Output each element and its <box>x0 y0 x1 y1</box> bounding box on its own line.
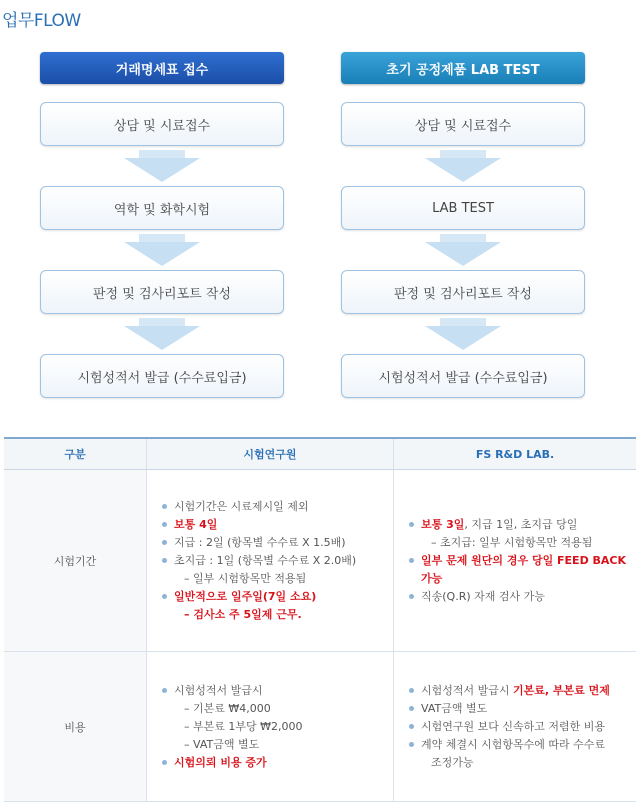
bullet-list <box>148 682 392 772</box>
down-arrow-icon <box>40 230 284 270</box>
list-cell <box>394 470 637 652</box>
list-item <box>162 552 392 570</box>
highlight-text: 일반적으로 일주일(7일 소요) <box>174 589 317 603</box>
list-item-text: 지급 : 2일 (항목별 수수료 X 1.5배) <box>174 535 346 549</box>
list-cell <box>147 652 394 802</box>
row-label: 비용 <box>4 652 147 802</box>
row-label: 시험기간 <box>4 470 147 652</box>
highlight-text: 보통 3일 <box>421 517 465 531</box>
flow-column-right <box>341 52 585 398</box>
list-item <box>162 736 392 754</box>
list-item <box>409 516 635 534</box>
list-item <box>409 552 635 588</box>
list-item-text: 초지급 : 1일 (항목별 수수료 X 2.0배) <box>174 553 357 567</box>
table-header-row <box>4 438 636 470</box>
list-item <box>162 754 392 772</box>
down-arrow-icon <box>40 314 284 354</box>
flow-step-left-1: 상담 및 시료접수 <box>40 102 284 146</box>
table-header-fs-lab: FS R&D LAB. <box>394 438 637 470</box>
list-item-text: – 부본료 1부당 ₩2,000 <box>184 719 303 733</box>
list-item-text: – 초지급: 일부 시험항목만 적용됨 <box>431 535 593 549</box>
page-title: 업무FLOW <box>2 11 81 31</box>
table-row <box>4 652 636 802</box>
list-item <box>409 754 635 772</box>
down-arrow-icon <box>40 146 284 186</box>
flow-header-left: 거래명세표 접수 <box>40 52 284 84</box>
flow-header-right: 초기 공정제품 LAB TEST <box>341 52 585 84</box>
list-item <box>409 682 635 700</box>
list-item-text: , 지급 1일, 초지급 당일 <box>464 517 578 531</box>
highlight-text: – 검사소 주 5일제 근무. <box>184 607 302 621</box>
highlight-text: 시험의뢰 비용 증가 <box>174 755 267 769</box>
down-arrow-icon <box>341 314 585 354</box>
flow-step-right-2: LAB TEST <box>341 186 585 230</box>
table-header-category: 구분 <box>4 438 147 470</box>
flow-step-left-3: 판정 및 검사리포트 작성 <box>40 270 284 314</box>
bullet-list <box>148 498 392 624</box>
list-item <box>409 718 635 736</box>
flow-step-right-3: 판정 및 검사리포트 작성 <box>341 270 585 314</box>
list-item-text: 시험성적서 발급시 <box>421 683 514 697</box>
table-header-institute: 시험연구원 <box>147 438 394 470</box>
flow-step-left-4: 시험성적서 발급 (수수료입금) <box>40 354 284 398</box>
list-item-text: 계약 체결시 시험항목수에 따라 수수료 <box>421 737 606 751</box>
flow-step-right-1: 상담 및 시료접수 <box>341 102 585 146</box>
list-item <box>162 718 392 736</box>
list-item <box>409 736 635 754</box>
list-item <box>409 534 635 552</box>
highlight-text: 보통 4일 <box>174 517 218 531</box>
list-item <box>162 498 392 516</box>
bullet-list <box>395 682 635 772</box>
list-item <box>162 516 392 534</box>
bullet-list <box>395 516 635 606</box>
list-item <box>162 606 392 624</box>
flow-step-left-2: 역학 및 화학시험 <box>40 186 284 230</box>
highlight-text: 일부 문제 원단의 경우 당일 FEED BACK 가능 <box>421 553 627 585</box>
list-item <box>162 700 392 718</box>
list-item <box>162 534 392 552</box>
list-item <box>409 588 635 606</box>
down-arrow-icon <box>341 230 585 270</box>
list-item-text: – 일부 시험항목만 적용됨 <box>184 571 307 585</box>
list-item <box>162 682 392 700</box>
flow-column-left <box>40 52 284 398</box>
list-item-text: 직송(Q.R) 자재 검사 가능 <box>421 589 545 603</box>
list-item-text: 시험기간은 시료제시일 제외 <box>174 499 309 513</box>
down-arrow-icon <box>341 146 585 186</box>
list-cell <box>394 652 637 802</box>
list-cell <box>147 470 394 652</box>
list-item-text: – 기본료 ₩4,000 <box>184 701 271 715</box>
list-item-text: – VAT금액 별도 <box>184 737 260 751</box>
list-item <box>162 570 392 588</box>
comparison-table <box>4 437 636 802</box>
list-item <box>409 700 635 718</box>
list-item <box>162 588 392 606</box>
highlight-text: 기본료, 부본료 면제 <box>513 683 610 697</box>
list-item-text: 시험성적서 발급시 <box>174 683 263 697</box>
list-item-text: VAT금액 별도 <box>421 701 488 715</box>
list-item-text: 시험연구원 보다 신속하고 저렴한 비용 <box>421 719 606 733</box>
table-row <box>4 470 636 652</box>
flow-step-right-4: 시험성적서 발급 (수수료입금) <box>341 354 585 398</box>
list-item-text: 조정가능 <box>431 755 474 769</box>
